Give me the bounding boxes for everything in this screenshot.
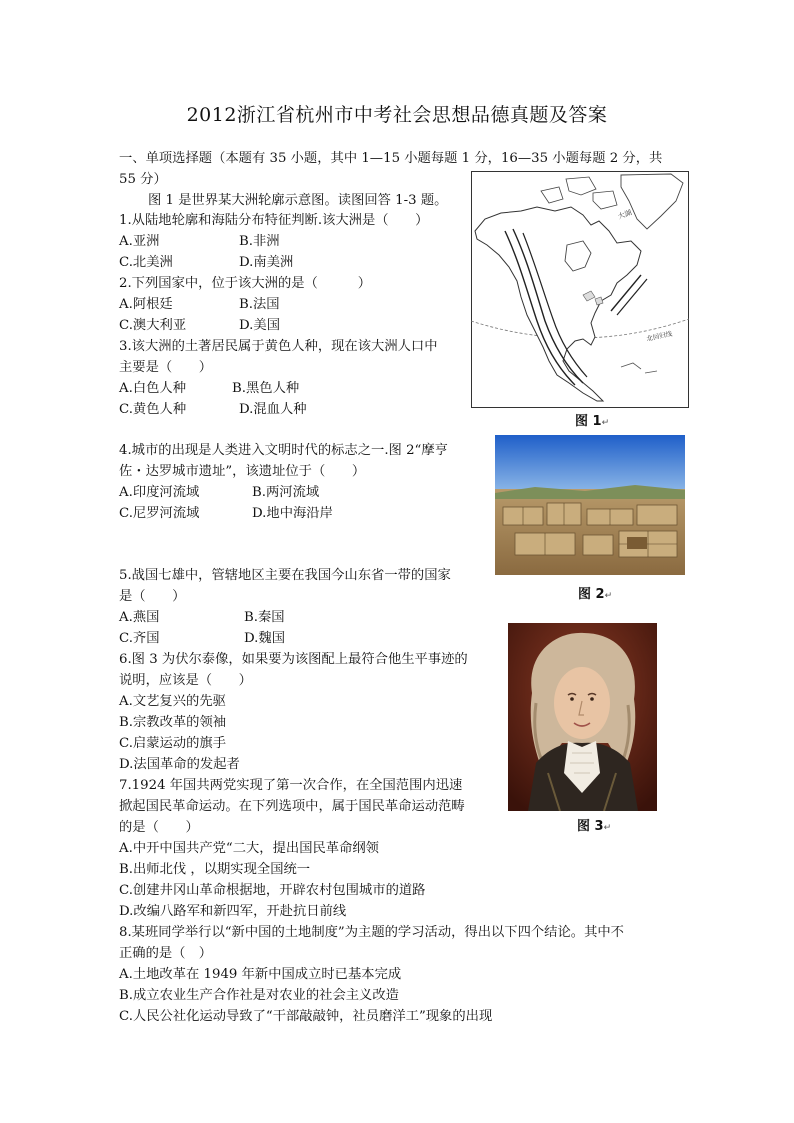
q7-option-a: A.中开中国共产党“二大，提出国民革命纲领 xyxy=(119,841,379,856)
q2-option-b: B.法国 xyxy=(239,297,280,312)
q8-option-a: A.土地改革在 1949 年新中国成立时已基本完成 xyxy=(119,967,402,982)
q5-option-c: C.齐国 xyxy=(119,631,160,646)
q5-stem-line1: 5.战国七雄中，管辖地区主要在我国今山东省一带的国家 xyxy=(119,568,451,583)
q7-option-d: D.改编八路军和新四军，开赴抗日前线 xyxy=(119,904,347,919)
figure1-intro: 图 1 是世界某大洲轮廓示意图。读图回答 1-3 题。 xyxy=(148,193,448,208)
q8-option-c: C.人民公社化运动导致了“干部敲敲钟，社员磨洋工”现象的出现 xyxy=(119,1009,493,1024)
figure2-caption-text: 图 2 xyxy=(578,587,605,602)
q7-stem-line1: 7.1924 年国共两党实现了第一次合作，在全国范围内迅速 xyxy=(119,778,463,793)
section-heading-line1: 一、单项选择题（本题有 35 小题，其中 1—15 小题每题 1 分，16—35 小题每题 2 分，共 xyxy=(119,151,663,166)
page-title: 2012浙江省杭州市中考社会思想品德真题及答案 xyxy=(186,104,608,126)
q3-option-b: B.黑色人种 xyxy=(232,381,300,396)
q4-stem-line2: 佐・达罗城市遗址”，该遗址位于（ ） xyxy=(119,464,366,479)
q6-stem-line1: 6.图 3 为伏尔泰像，如果要为该图配上最符合他生平事迹的 xyxy=(119,652,468,667)
q3-option-c: C.黄色人种 xyxy=(119,402,187,417)
map-label-tropic: 北回归线 xyxy=(645,329,673,343)
q3-option-a: A.白色人种 xyxy=(119,381,187,396)
q6-option-d: D.法国革命的发起者 xyxy=(119,757,240,772)
q5-option-a: A.燕国 xyxy=(119,610,160,625)
q6-option-b: B.宗教改革的领袖 xyxy=(119,715,227,730)
figure1-caption xyxy=(575,410,609,429)
q8-stem-line2: 正确的是（ ） xyxy=(119,946,213,961)
q3-stem-line1: 3.该大洲的土著居民属于黄色人种，现在该大洲人口中 xyxy=(119,339,438,354)
figure3-caption-text: 图 3 xyxy=(577,819,604,834)
q7-stem-line3: 的是（ ） xyxy=(119,820,199,835)
q4-stem-line1: 4.城市的出现是人类进入文明时代的标志之一.图 2“摩亨 xyxy=(119,443,448,458)
q7-option-c: C.创建井冈山革命根据地，开辟农村包围城市的道路 xyxy=(119,883,426,898)
figure3-return-mark: ↵ xyxy=(603,823,612,833)
figure3-portrait xyxy=(508,623,657,811)
q6-option-c: C.启蒙运动的旗手 xyxy=(119,736,227,751)
q5-stem-line2: 是（ ） xyxy=(119,589,186,604)
figure1-map xyxy=(471,171,689,408)
q7-stem-line2: 掀起国民革命运动。在下列选项中，属于国民革命运动范畴 xyxy=(119,799,465,814)
section-heading-line2: 55 分） xyxy=(119,172,167,187)
q1-option-d: D.南美洲 xyxy=(239,255,294,270)
q7-option-b: B.出师北伐 ，以期实现全国统一 xyxy=(119,862,311,877)
north-america-map-image xyxy=(471,171,689,408)
figure2-return-mark: ↵ xyxy=(604,591,613,601)
figure3-caption xyxy=(577,815,611,834)
map-label-lake: 大湖 xyxy=(616,208,633,221)
q1-option-b: B.非洲 xyxy=(239,234,280,249)
q3-stem-line2: 主要是（ ） xyxy=(119,360,213,375)
q4-option-c: C.尼罗河流域 xyxy=(119,506,200,521)
q3-option-d: D.混血人种 xyxy=(239,402,307,417)
q8-stem-line1: 8.某班同学举行以“新中国的土地制度”为主题的学习活动，得出以下四个结论。其中不 xyxy=(119,925,624,940)
figure2-caption xyxy=(578,583,612,602)
q4-option-a: A.印度河流域 xyxy=(119,485,200,500)
q5-option-d: D.魏国 xyxy=(244,631,286,646)
q2-option-c: C.澳大利亚 xyxy=(119,318,187,333)
q4-option-b: B.两河流域 xyxy=(252,485,320,500)
q1-option-a: A.亚洲 xyxy=(119,234,160,249)
q5-option-b: B.秦国 xyxy=(244,610,285,625)
q2-stem: 2.下列国家中，位于该大洲的是（ ） xyxy=(119,276,372,291)
voltaire-portrait-image xyxy=(508,623,657,811)
figure1-return-mark: ↵ xyxy=(601,418,610,428)
q6-option-a: A.文艺复兴的先驱 xyxy=(119,694,226,709)
q2-option-a: A.阿根廷 xyxy=(119,297,173,312)
figure2-photo xyxy=(495,435,685,575)
mohenjo-daro-ruins-image xyxy=(495,435,685,575)
q1-stem: 1.从陆地轮廓和海陆分布特征判断.该大洲是（ ） xyxy=(119,213,429,228)
figure1-caption-text: 图 1 xyxy=(575,414,602,429)
q6-stem-line2: 说明，应该是（ ） xyxy=(119,673,252,688)
q1-option-c: C.北美洲 xyxy=(119,255,173,270)
q8-option-b: B.成立农业生产合作社是对农业的社会主义改造 xyxy=(119,988,399,1003)
q4-option-d: D.地中海沿岸 xyxy=(252,506,333,521)
q2-option-d: D.美国 xyxy=(239,318,281,333)
